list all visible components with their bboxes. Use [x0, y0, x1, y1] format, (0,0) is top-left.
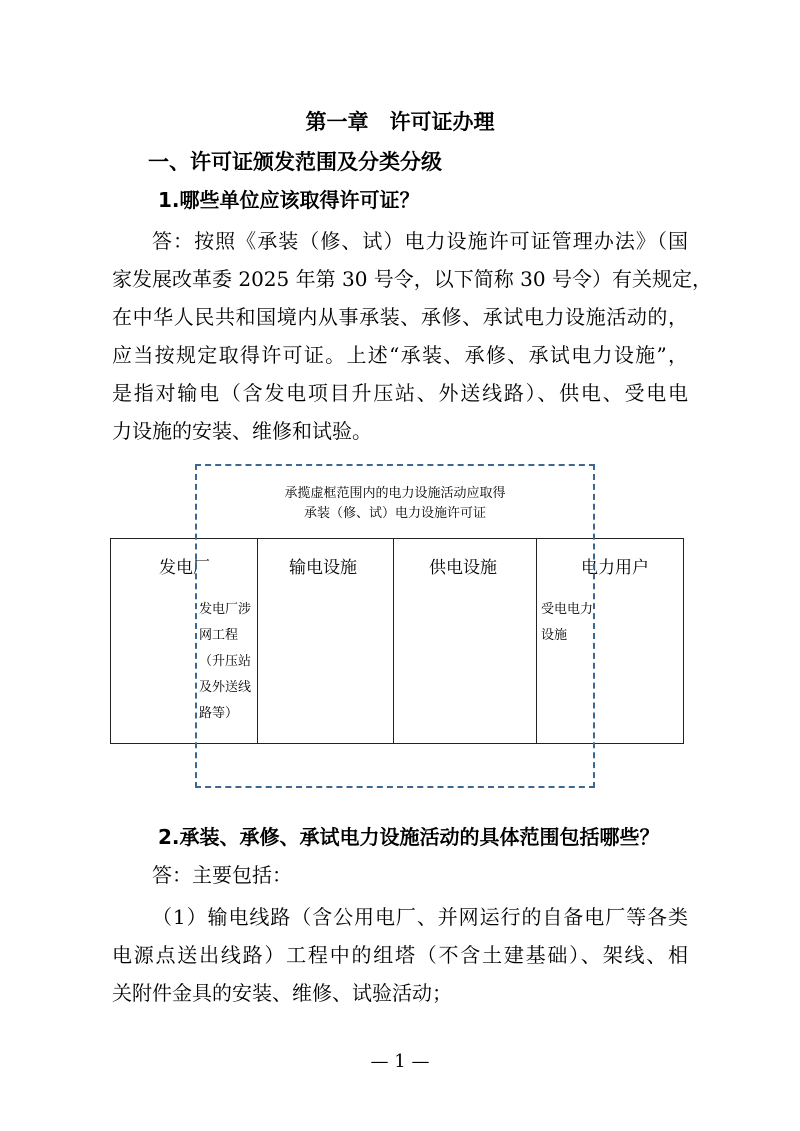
answer-2-line: 关附件金具的安装、维修、试验活动； [112, 981, 452, 1005]
column-header-supply: 供电设施 [429, 558, 497, 578]
answer-1-line: 答：按照《承装（修、试）电力设施许可证管理办法》（国 [152, 229, 688, 253]
section-title: 一、许可证颁发范围及分类分级 [148, 150, 442, 174]
answer-1-paragraph [112, 222, 712, 450]
column-header-power-plant: 发电厂 [159, 558, 210, 578]
answer-2-line: （1）输电线路（含公用电厂、并网运行的自备电厂等各类 [152, 905, 688, 929]
column-header-transmission: 输电设施 [289, 558, 357, 578]
license-scope-diagram [110, 462, 686, 792]
answer-1-line: 应当按规定取得许可证。上述“承装、承修、承试电力设施”， [112, 343, 688, 367]
answer-2-line: 电源点送出线路）工程中的组塔（不含土建基础）、架线、相 [112, 943, 688, 967]
answer-2-item-1 [112, 898, 688, 1012]
diagram-title: 承揽虚框范围内的电力设施活动应取得 承装（修、试）电力设施许可证 [284, 486, 506, 521]
answer-1-line: 家发展改革委 2025 年第 30 号令，以下简称 30 号令）有关规定， [112, 267, 712, 291]
power-user-note: 受电电力 设施 [541, 602, 594, 643]
question-1: 1.哪些单位应该取得许可证？ [158, 188, 420, 212]
answer-1-line: 是指对输电（含发电项目升压站、外送线路）、供电、受电电 [112, 381, 688, 405]
question-2: 2.承装、承修、承试电力设施活动的具体范围包括哪些？ [158, 825, 660, 849]
answer-2-intro: 答：主要包括： [152, 863, 292, 887]
answer-1-line: 力设施的安装、维修和试验。 [112, 419, 372, 443]
answer-1-line: 在中华人民共和国境内从事承装、承修、承试电力设施活动的， [112, 305, 688, 329]
power-plant-note: 发电厂涉 网工程 （升压站 及外送线 路等） [199, 602, 252, 721]
column-header-power-user: 电力用户 [581, 558, 649, 578]
chapter-title: 第一章 许可证办理 [305, 110, 495, 134]
page-number: — 1 — [370, 1051, 430, 1072]
